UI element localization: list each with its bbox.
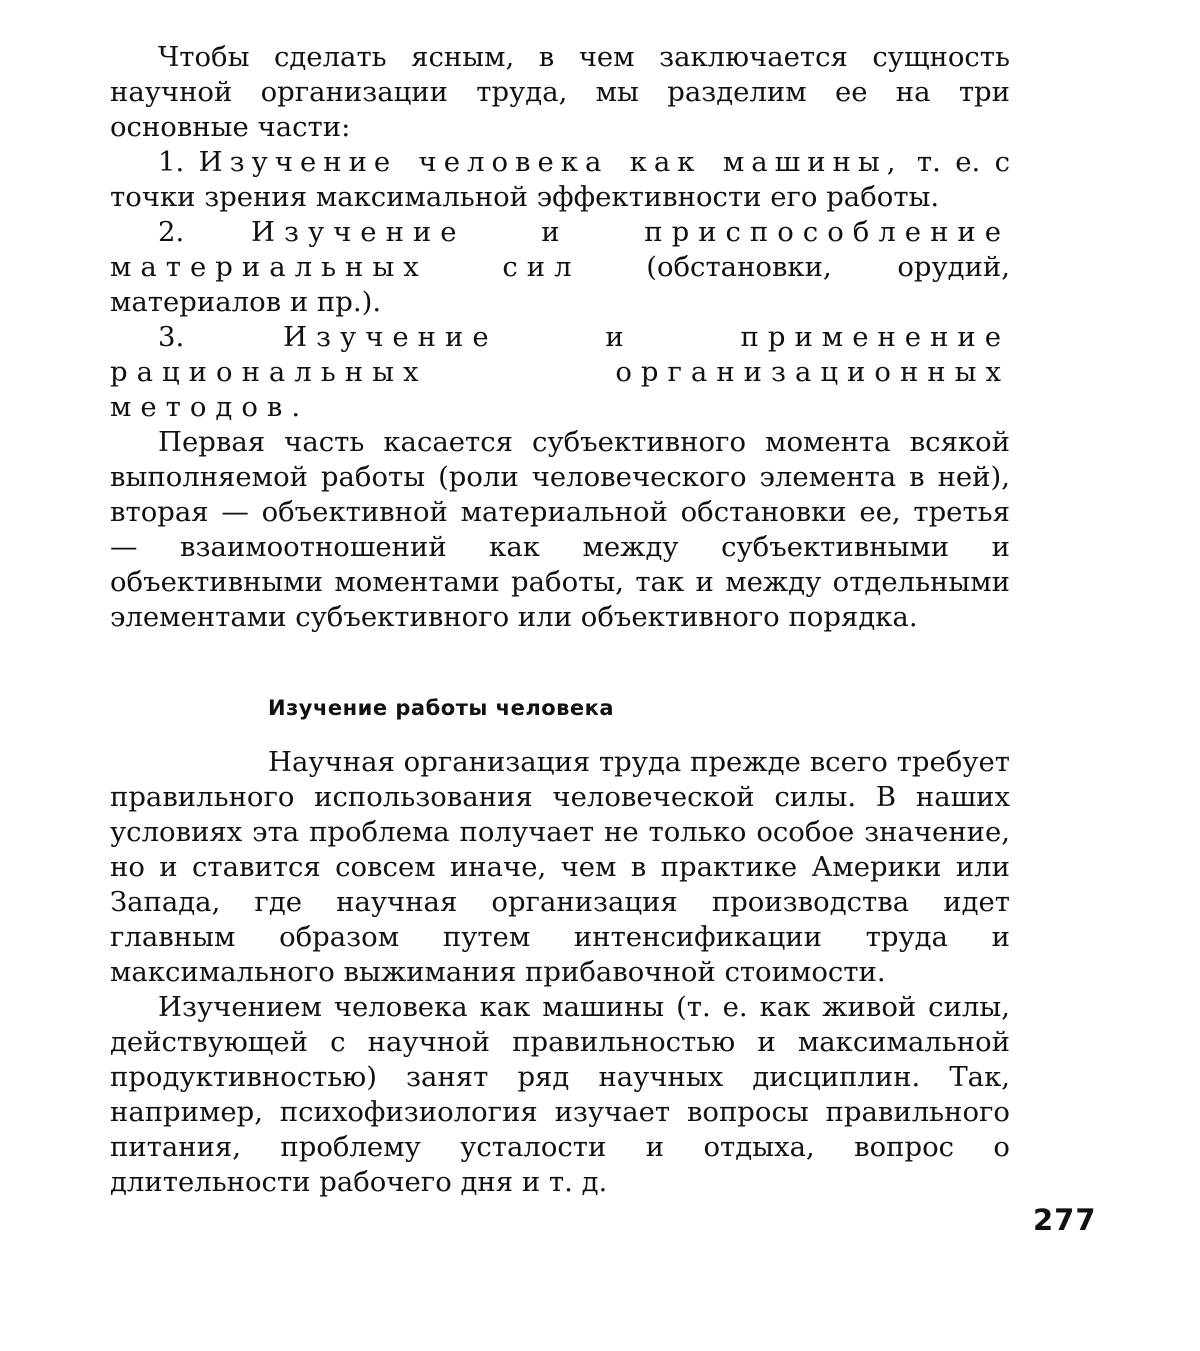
list-item-2-text: (обстановки, орудий, материалов и пр.). [110, 251, 1010, 318]
page-body [110, 40, 1010, 1200]
section-paragraph-2: Изучением человека как машины (т. е. как живой силы, действующей с научной правильностью и максимальной продуктивностью) занят ряд научных дисциплин. Так, например, психофизиология изучает вопросы правильного питания, проблему усталости и отдыха, вопрос о длительности рабочего дня и т. д. [110, 991, 1010, 1198]
list-item-1-emphasis: Изучение человека как машины, [198, 146, 903, 178]
section-heading: Изучение работы человека [268, 696, 615, 720]
page-number: 277 [1033, 1203, 1097, 1237]
section-paragraph-1: Научная организация труда прежде всего требует правильного использования человеческой силы. В наших условиях эта проблема получает не только особое значение, но и ставится совсем иначе, чем в практике Америки или Запада, где научная организация производства идет главным образом путем интенсификации труда и максимального выжимания прибавочной стоимости. [110, 746, 1010, 988]
intro-paragraph: Чтобы сделать ясным, в чем заключается сущность научной организации труда, мы разделим ее на три основные части: [110, 41, 1010, 143]
list-item-1-number: 1. [158, 146, 185, 178]
list-item-2-number: 2. [158, 216, 185, 248]
list-item-3 [110, 320, 1010, 425]
list-item-3-number: 3. [158, 321, 185, 353]
list-item-2 [110, 215, 1010, 320]
list-item-3-emphasis: Изучение и применение рациональных организационных методов. [110, 321, 1010, 423]
list-item-1 [110, 145, 1010, 215]
list-item-1-text: т. е. с точки зрения максимальной эффективности его работы. [110, 146, 1010, 213]
list-item-2-emphasis: Изучение и приспособление материальных сил [110, 216, 1010, 283]
summary-paragraph: Первая часть касается субъективного момента всякой выполняемой работы (роли человеческого элемента в ней), вторая — объективной материальной обстановки ее, третья — взаимоотношений как между субъективными и объективными моментами работы, так и между отдельными элементами субъективного или объективного порядка. [110, 426, 1010, 633]
